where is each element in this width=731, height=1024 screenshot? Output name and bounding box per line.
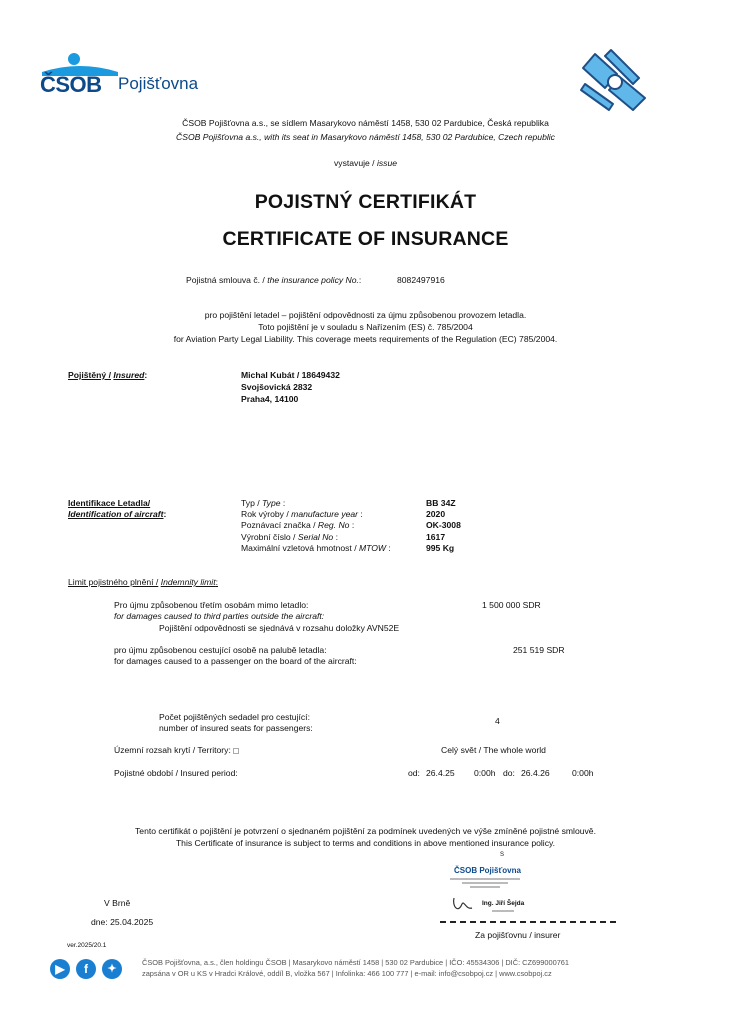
seats-cz: Počet pojištěných sedadel pro cestující:	[159, 712, 310, 722]
airplane-icon	[575, 44, 655, 114]
aircraft-type-label: Typ / Type :	[241, 498, 286, 508]
aircraft-mtow-value: 995 Kg	[426, 543, 455, 553]
policy-label-cz: Pojistná smlouva č. /	[186, 275, 265, 285]
policy-colon: :	[358, 275, 362, 285]
signature-scribble-icon	[450, 894, 476, 916]
policy-label	[186, 275, 361, 285]
territory-label: Územní rozsah krytí / Territory:	[114, 745, 239, 755]
signature-line	[440, 921, 616, 923]
seats-value: 4	[495, 716, 500, 726]
insured-label-en: Insured	[113, 370, 145, 380]
footer-line1: ČSOB Pojišťovna, a.s., člen holdingu ČSOB | Masarykovo náměstí 1458 | 530 02 Pardubice | IČO: 45534306 | DIČ: CZ699000761	[142, 958, 570, 967]
aircraft-colon: :	[163, 509, 167, 519]
seats-en: number of insured seats for passengers:	[159, 723, 313, 733]
signature-date: dne: 25.04.2025	[91, 917, 154, 927]
logo-brand: ČSOB	[40, 72, 102, 97]
aircraft-mtow-label: Maximální vzletová hmotnost / MTOW :	[241, 543, 391, 553]
aircraft-label-en: Identification of aircraft	[68, 509, 164, 519]
purpose-line2: Toto pojištění je v souladu s Nařízením (ES) č. 785/2004	[258, 322, 473, 332]
aircraft-type-value: BB 34Z	[426, 498, 456, 508]
twitter-icon[interactable]: ✦	[102, 959, 122, 979]
csob-logo	[40, 52, 210, 102]
insured-street: Svojšovická 2832	[241, 382, 313, 392]
issues-cz: vystavuje /	[333, 158, 375, 168]
footer	[40, 955, 700, 985]
period-to-date: 26.4.26	[521, 768, 550, 778]
signature-place: V Brně	[104, 898, 131, 908]
period-to-label: do:	[503, 768, 515, 778]
limit-pass-value: 251 519 SDR	[513, 645, 565, 655]
signer-name: Ing. Jiří Šejda	[482, 900, 525, 907]
insured-colon: :	[144, 370, 148, 380]
statement-cz: Tento certifikát o pojištění je potvrzení o sjednaném pojištění za podmínek uvedených ve výše zmíněné pojistné smlouvě.	[135, 826, 596, 836]
youtube-icon[interactable]: ▶	[50, 959, 70, 979]
aircraft-serial-value: 1617	[426, 532, 446, 542]
limit-third-cz: Pro újmu způsobenou třetím osobám mimo letadlo:	[114, 600, 309, 610]
purpose-line1: pro pojištění letadel – pojištění odpovědnosti za újmu způsobenou provozem letadla.	[204, 310, 527, 320]
insured-name: Michal Kubát / 18649432	[241, 370, 340, 380]
period-from-date: 26.4.25	[426, 768, 455, 778]
period-from-time: 0:00h	[474, 768, 496, 778]
aircraft-reg-label: Poznávací značka / Reg. No :	[241, 520, 355, 530]
aircraft-year-label: Rok výroby / manufacture year :	[241, 509, 363, 519]
logo-product: Pojišťovna	[118, 74, 199, 93]
aircraft-label-cz: Identifikace Letadla/	[68, 498, 151, 508]
limit-third-en: for damages caused to third parties outside the aircraft:	[114, 611, 325, 621]
aircraft-serial-label: Výrobní číslo / Serial No :	[241, 532, 338, 542]
limit-colon: :	[215, 577, 218, 587]
policy-number: 8082497916	[397, 275, 445, 285]
limit-label-en: Indemnity limit	[160, 577, 216, 587]
issuer-cz: ČSOB Pojišťovna a.s., se sídlem Masarykovo náměstí 1458, 530 02 Pardubice, Česká republika	[182, 118, 549, 128]
issuer-en: ČSOB Pojišťovna a.s., with its seat in Masarykovo náměstí 1458, 530 02 Pardubice, Czech republic	[176, 132, 555, 142]
facebook-icon[interactable]: f	[76, 959, 96, 979]
issues-en: issue	[376, 158, 398, 168]
limit-avn: Pojištění odpovědnosti se sjednává v rozsahu doložky AVN52E	[159, 623, 400, 633]
issues-line	[0, 158, 731, 168]
limit-label	[68, 577, 218, 587]
period-from-label: od:	[408, 768, 420, 778]
signature-caption: Za pojišťovnu / insurer	[475, 930, 561, 940]
insured-label-cz: Pojištěný /	[68, 370, 111, 380]
statement-en: This Certificate of insurance is subject to terms and conditions in above mentioned insurance policy.	[175, 838, 556, 848]
territory-value: Celý svět / The whole world	[441, 745, 546, 755]
aircraft-label-en-wrap	[68, 509, 166, 519]
purpose-line3: for Aviation Party Legal Liability. This coverage meets requirements of the Regulation (EC) 785/2004.	[173, 334, 558, 344]
limit-pass-cz: pro újmu způsobenou cestující osobě na palubě letadla:	[114, 645, 327, 655]
stamp-name: ČSOB Pojišťovna	[454, 866, 521, 875]
title-cz: POJISTNÝ CERTIFIKÁT	[254, 191, 477, 213]
limit-third-value: 1 500 000 SDR	[482, 600, 541, 610]
footer-line2: zapsána v OR u KS v Hradci Králové, oddíl B, vložka 567 | Infolinka: 466 100 777 | e-mail: info@csobpoj.cz | www.csobpoj.cz	[142, 969, 552, 978]
version: ver.2025/20.1	[67, 942, 107, 949]
aircraft-reg-value: OK-3008	[426, 520, 461, 530]
period-to-time: 0:00h	[572, 768, 594, 778]
insured-label	[68, 370, 147, 380]
policy-label-en: the insurance policy No.	[267, 275, 359, 285]
limit-label-cz: Limit pojistného plnění /	[68, 577, 159, 587]
insured-city: Praha4, 14100	[241, 394, 299, 404]
insurer-stamp: S ČSOB Pojišťovna Ing. Jiří Šejda	[440, 858, 540, 928]
aircraft-year-value: 2020	[426, 509, 446, 519]
title-en: CERTIFICATE OF INSURANCE	[222, 228, 509, 250]
period-label: Pojistné období / Insured period:	[114, 768, 238, 778]
limit-pass-en: for damages caused to a passenger on the board of the aircraft:	[114, 656, 357, 666]
